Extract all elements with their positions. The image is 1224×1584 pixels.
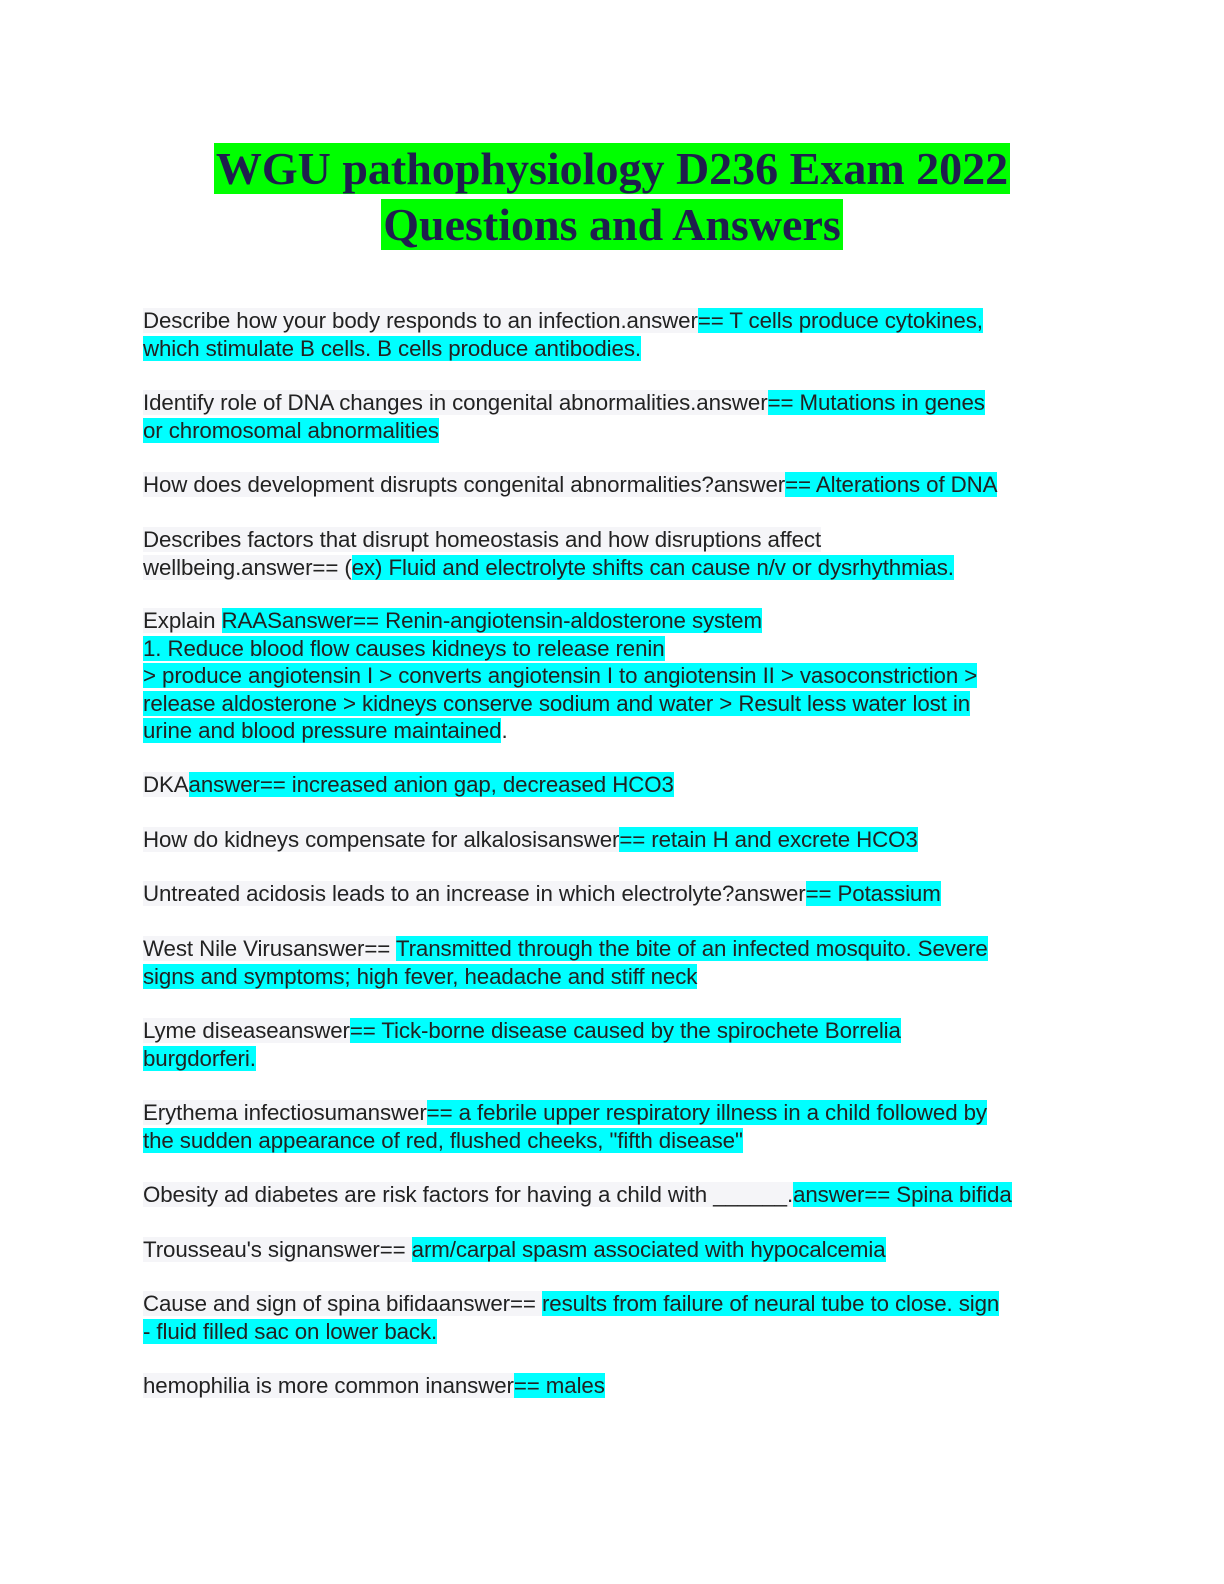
question-text: Trousseau's signanswer==: [143, 1237, 412, 1262]
answer-text: == Mutations in genes: [767, 390, 985, 415]
qa-item: [143, 1372, 1083, 1400]
question-text: Untreated acidosis leads to an increase in which electrolyte?answer: [143, 881, 806, 906]
qa-item: [143, 771, 1083, 799]
qa-item: [143, 1236, 1083, 1264]
question-text: hemophilia is more common inanswer: [143, 1373, 514, 1398]
qa-item: [143, 307, 1083, 362]
answer-text: == a febrile upper respiratory illness in a child followed by: [426, 1100, 987, 1125]
answer-text: > produce angiotensin I > converts angiotensin I to angiotensin II > vasoconstriction >: [143, 663, 978, 688]
question-text: Describes factors that disrupt homeostasis and how disruptions affect: [143, 527, 822, 552]
answer-text: results from failure of neural tube to close. sign: [541, 1291, 1000, 1316]
question-text: Erythema infectiosumanswer: [143, 1100, 427, 1125]
answer-text: the sudden appearance of red, flushed cheeks, "fifth disease": [143, 1127, 743, 1153]
question-text: Explain: [143, 608, 222, 633]
question-text: Lyme diseaseanswer: [143, 1018, 350, 1043]
answer-text: urine and blood pressure maintained: [143, 718, 502, 743]
question-text: DKA: [143, 772, 189, 797]
qa-item: [143, 389, 1083, 444]
title-line-1: WGU pathophysiology D236 Exam 2022: [215, 143, 1009, 194]
qa-item: [143, 1290, 1083, 1345]
qa-item: [143, 471, 1083, 499]
question-text: Cause and sign of spina bifidaanswer==: [143, 1291, 542, 1316]
answer-text: ex) Fluid and electrolyte shifts can cause n/v or dysrhythmias.: [351, 554, 954, 580]
title-line-2: Questions and Answers: [383, 199, 841, 250]
qa-item: [143, 1099, 1083, 1154]
answer-text: - fluid filled sac on lower back.: [143, 1318, 438, 1344]
question-text: West Nile Virusanswer==: [143, 936, 396, 961]
answer-text: == Alterations of DNA: [785, 472, 998, 497]
answer-text: == retain H and excrete HCO3: [619, 827, 918, 852]
question-text: How does development disrupts congenital abnormalities?answer: [143, 472, 786, 497]
question-text: Identify role of DNA changes in congenital abnormalities.answer: [143, 390, 768, 415]
answer-text: RAASanswer== Renin-angiotensin-aldosterone system: [221, 608, 762, 633]
qa-item: [143, 826, 1083, 854]
answer-text: arm/carpal spasm associated with hypocalcemia: [411, 1237, 886, 1262]
answer-text: or chromosomal abnormalities: [143, 417, 439, 443]
answer-text: signs and symptoms; high fever, headache and stiff neck: [143, 963, 698, 989]
qa-item: [143, 880, 1083, 908]
question-text: Obesity ad diabetes are risk factors for having a child with ______.: [143, 1182, 794, 1207]
question-text: How do kidneys compensate for alkalosisanswer: [143, 827, 620, 852]
question-text: Describe how your body responds to an infection.answer: [143, 308, 698, 333]
answer-text: == Potassium: [805, 881, 941, 906]
qa-item: [143, 607, 1083, 745]
qa-item: [143, 526, 1083, 581]
question-text: .: [501, 718, 508, 743]
answer-text: 1. Reduce blood flow causes kidneys to release renin: [143, 635, 665, 661]
answer-text: == males: [513, 1373, 605, 1398]
answer-text: burgdorferi.: [143, 1045, 256, 1071]
answer-text: release aldosterone > kidneys conserve sodium and water > Result less water lost in: [143, 690, 971, 716]
page-title: [0, 141, 1224, 253]
answer-text: answer== increased anion gap, decreased HCO3: [188, 772, 674, 797]
answer-text: which stimulate B cells. B cells produce antibodies.: [143, 335, 641, 361]
answer-text: == Tick-borne disease caused by the spirochete Borrelia: [349, 1018, 901, 1043]
answer-text: answer== Spina bifida: [793, 1182, 1012, 1207]
answer-text: Transmitted through the bite of an infected mosquito. Severe: [395, 936, 988, 961]
qa-item: [143, 935, 1083, 990]
qa-item: [143, 1017, 1083, 1072]
question-text: wellbeing.answer== (: [143, 554, 352, 580]
answer-text: == T cells produce cytokines,: [697, 308, 983, 333]
qa-item: [143, 1181, 1083, 1209]
